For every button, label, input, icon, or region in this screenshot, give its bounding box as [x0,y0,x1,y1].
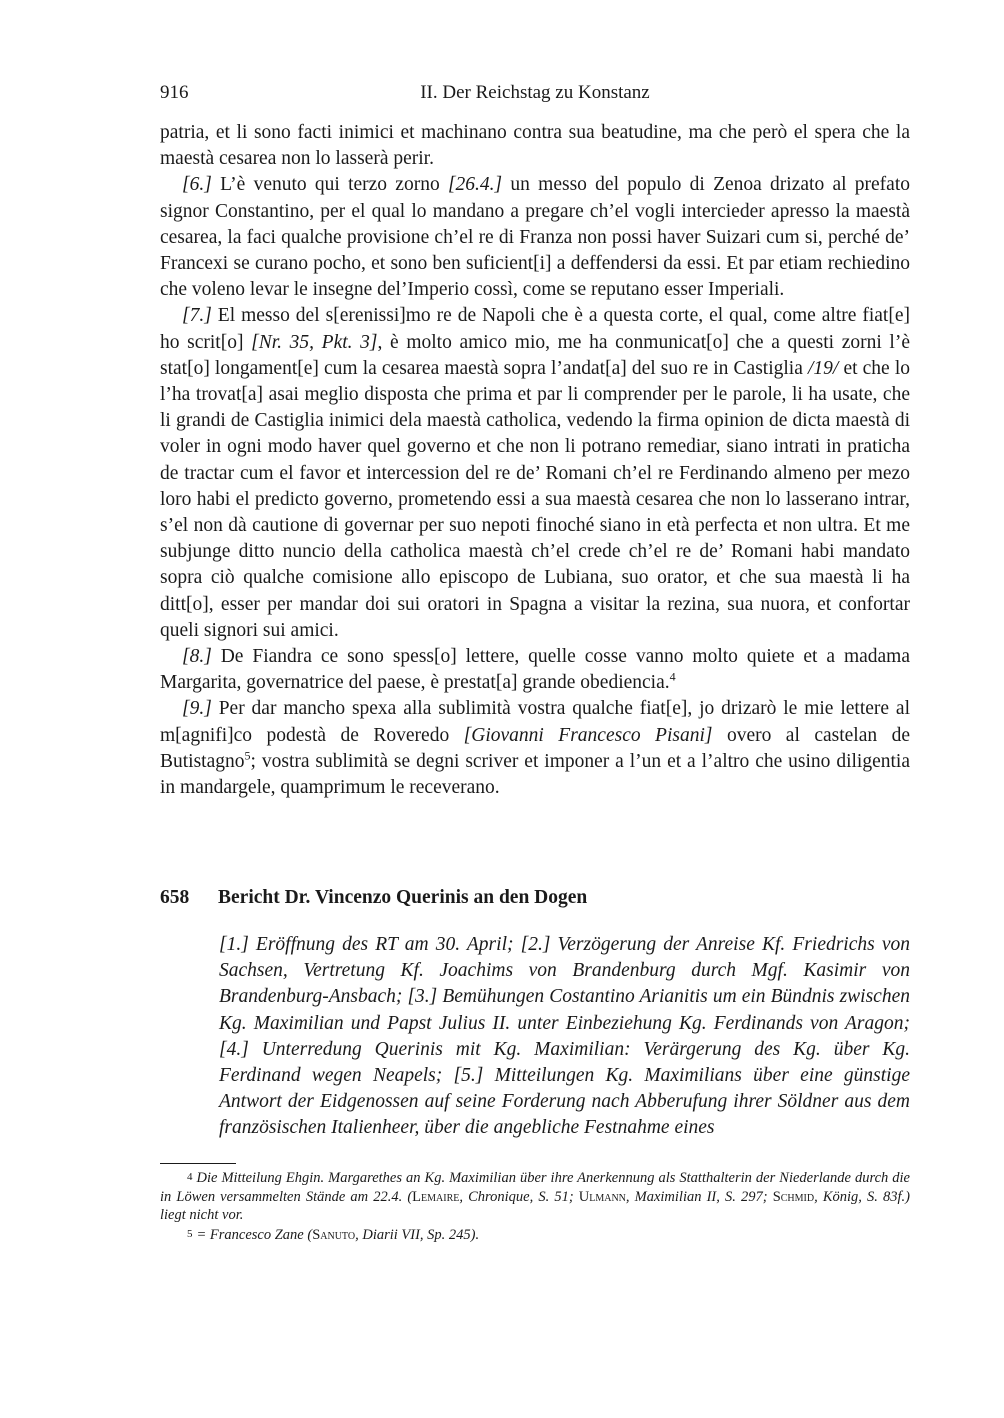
paragraph-7: [7.] El messo del s[erenissi]mo re de Napoli che è a questa corte, el qual, come altre fiat[e] ho scrit[o] [Nr. 35, Pkt. 3], è molto amico mio, me ha conmunicat[o] che a questi zorni l’è stat[o] longament[e] cum la cesarea maestà sopra l’andat[a] del suo re in Castiglia /19/ et che lo l’ha trovat[a] asai meglio disposta che prima et par li comprender per le parole, li ha usate, che li grandi de Castiglia inimici dela maestà catholica, vedendo la firma opinion de dicta maestà di voler in ogni modo haver quel governo et che non li potrano remediar, siano intrati in praticha de tractar cum el favor et intercession del re de’ Romani ch’el re Ferdinando almeno per mezo loro habi el predicto governo, prometendo essi a sua maestà cesarea che non lo lasserano intrar, s’el non dà cautione di governar per suo nepoti finoché siano in età perfecta et non ultra. Et me subjunge ditto nuncio della catholica maestà ch’el crede ch’el re de’ Romani habi mandato sopra ciò qualche comisione allo episcopo de Lubiana, suo orator, et che sua maestà li ha ditt[o], esser per mandar doi sui oratori in Spagna a visitar la rezina, sua nuora, et confortar queli signori sui amici. [160,305,910,641]
paragraph-number: [6.] [182,174,212,196]
footnote-mark: 4 [187,1171,193,1183]
paragraph-number: [7.] [182,305,212,327]
document-regest: [1.] Eröffnung des RT am 30. April; [2.] Verzögerung der Anreise Kf. Friedrichs von Sachsen, Vertretung Kf. Joachims von Brandenburg durch Mgf. Kasimir von Brandenburg-Ansbach; [3.] Bemühungen Costantino Arianitis um ein Bündnis zwischen Kg. Maximilian und Papst Julius II. unter Einbeziehung Kg. Ferdinands von Aragon; [4.] Unterredung Querinis mit Kg. Maximilian: Verärgerung des Kg. über Kg. Ferdinand wegen Neapels; [5.] Mitteilungen Kg. Maximilians über eine günstige Antwort der Eidgenossen auf seine Forderung nach Abberufung ihrer Söldner aus dem französischen Italienheer, über die angebliche Festnahme eines [219,934,910,1139]
paragraph-continued: patria, et li sono facti inimici et machinano contra sua beatudine, ma che però el spera che la maestà cesarea non lo lasserà perir. [160,122,910,170]
paragraph-number: [8.] [182,646,212,668]
page-number: 916 [160,82,189,103]
footnote-ref[interactable]: 5 [244,748,251,763]
editorial-reference: [Nr. 35, Pkt. 3] [251,331,378,353]
paragraph-6: [6.] L’è venuto qui terzo zorno [26.4.] un messo del populo di Zenoa drizato al prefato signor Constantino, per el qual lo mandano a pregare ch’el vogli intercieder apresso la maestà cesarea, la faci qualche provisione ch’el re di Franza non possi haver Suizari cum si, perché de’ Francexi se curano pocho, et sono ben suficient[i] a deffendersi da essi. Et par etiam rechiedino che voleno levar le insegne del’Imperio cossì, come se reputano esser Imperiali. [160,174,910,301]
page-header [160,82,910,108]
paragraph-8: [8.] De Fiandra ce sono spess[o] lettere, quelle cosse vanno molto quiete et a madama Margarita, governatrice del paese, è prestat[a] grande obediencia.$^4$ [160,646,910,694]
paragraph-9: [9.] Per dar mancho spexa alla sublimità vostra qualche fiat[e], jo drizarò le mie lettere al m[agnifi]co podestà de Roveredo [Giovanni Francesco Pisani] overo al castelan de Butistagno$^5$; vostra sublimità se degni scriver et imponer a l’un et a l’altro che usino diligentia in mandargele, quamprimum le receverano. [160,698,910,799]
footnote-5: 5 = Francesco Zane (Sanuto, Diarii VII, Sp. 245). [187,1226,480,1243]
document-title: Bericht Dr. Vincenzo Querinis an den Dogen [218,887,588,908]
document-heading [160,887,910,909]
footnote-ref[interactable]: 4 [669,669,676,684]
editorial-date: [26.4.] [447,174,503,196]
edition-text [160,120,910,801]
footnote-4: 4 Die Mitteilung Ehgin. Margarethes an Kg. Maximilian über ihre Anerkennung als Statthalterin der Niederlande durch die in Löwen versammelten Stände am 22.4. (Lemaire, Chronique, S. 51; Ulmann, Maximilian II, S. 297; Schmid, König, S. 83f.) liegt nicht vor. [160,1170,910,1223]
footnote-divider [160,1163,236,1164]
running-title: II. Der Reichstag zu Konstanz [420,82,650,103]
footnotes [160,1168,910,1244]
editorial-name: [Giovanni Francesco Pisani] [463,724,713,746]
document-number: 658 [160,887,190,908]
paragraph-number: [9.] [182,698,212,720]
folio-marker: /19/ [808,357,839,379]
footnote-mark: 5 [187,1227,193,1240]
